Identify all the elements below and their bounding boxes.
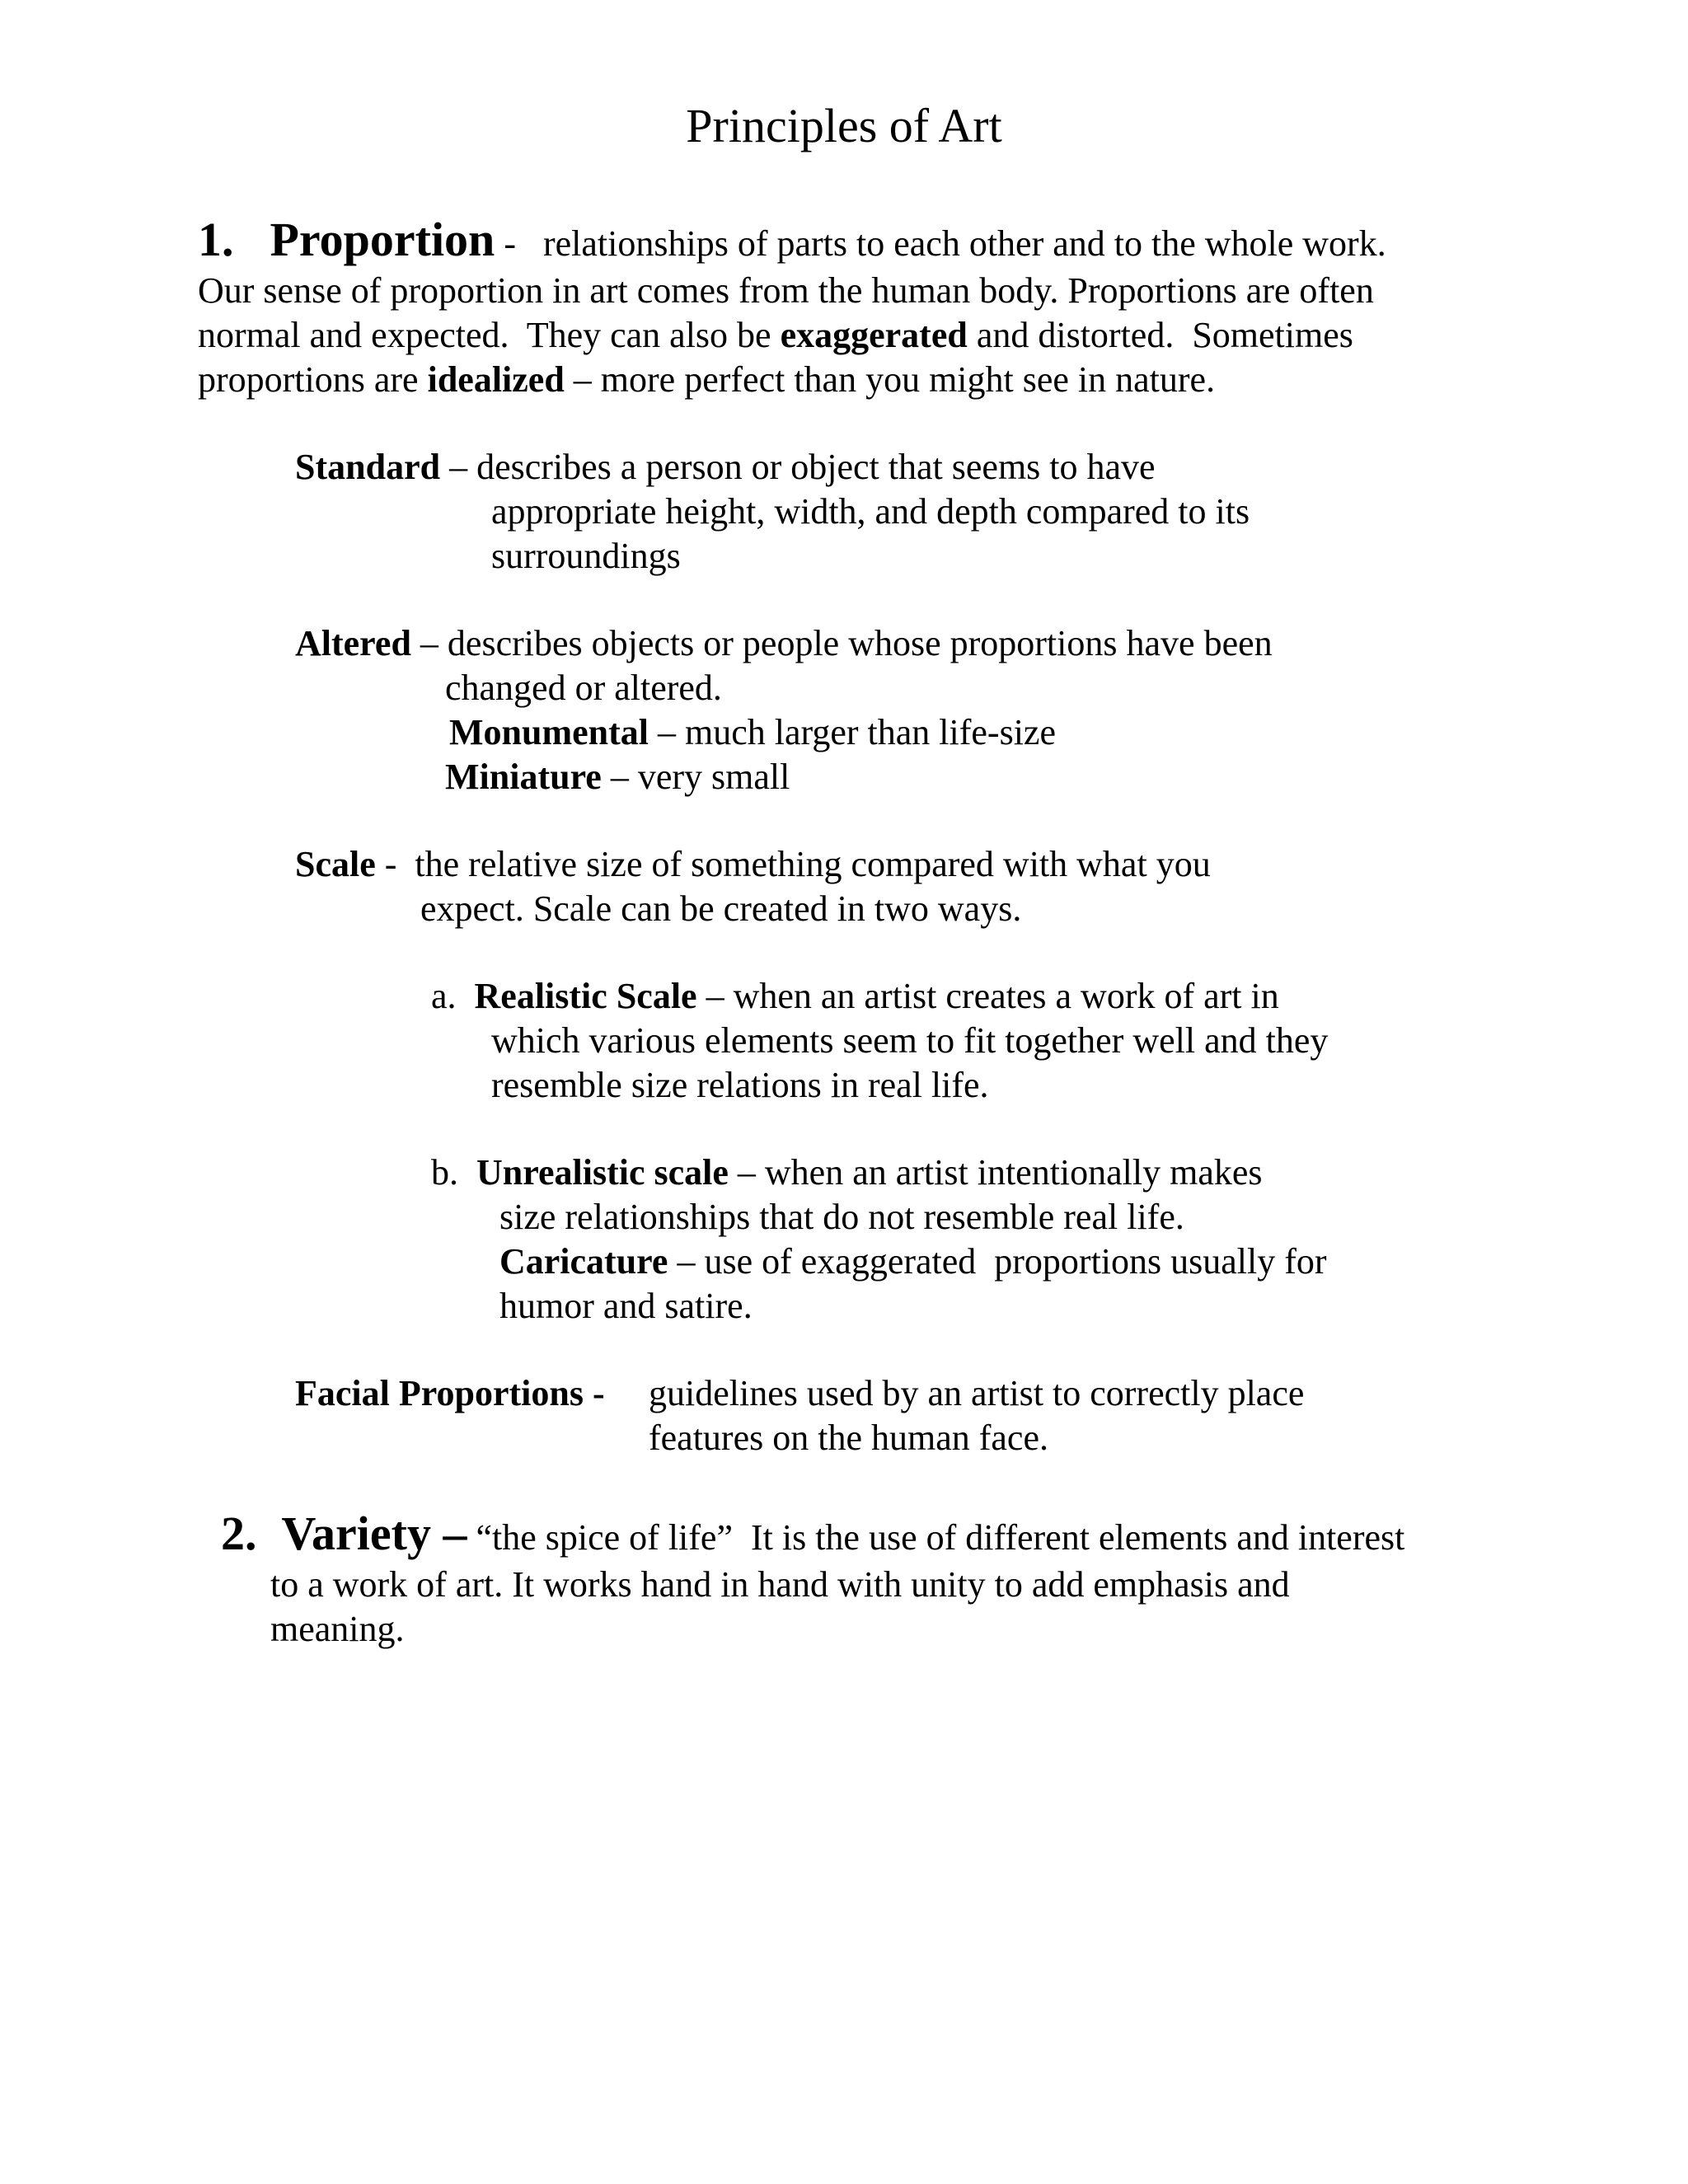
section-1-number: 1.	[198, 213, 234, 266]
section-1-line-4-a: proportions are	[198, 359, 428, 400]
item-b-marker: b.	[431, 1152, 476, 1193]
caricature-text: – use of exaggerated proportions usually for	[668, 1241, 1327, 1282]
section-1-line-4	[198, 358, 1215, 402]
idealized-term: idealized	[427, 359, 565, 400]
item-a-marker: a.	[431, 976, 475, 1016]
standard-term: Standard	[295, 447, 441, 487]
section-1-heading	[198, 211, 1386, 273]
section-1-separator: -	[495, 223, 543, 264]
section-2-line-2: to a work of art. It works hand in hand with unity to add emphasis and	[270, 1564, 1290, 1605]
realistic-scale-line-2: which various elements seem to fit together well and they	[491, 1020, 1329, 1061]
unrealistic-scale-item	[431, 1151, 1263, 1195]
monumental-term: Monumental	[449, 712, 649, 752]
realistic-scale-line-3: resemble size relations in real life.	[491, 1065, 989, 1105]
facial-proportions-line-2: features on the human face.	[649, 1418, 1048, 1458]
standard-line-3: surroundings	[491, 536, 681, 576]
scale-line-1: - the relative size of something compared with what you	[375, 844, 1211, 884]
miniature-text: – very small	[601, 757, 790, 797]
section-1-line-4-b: – more perfect than you might see in nature.	[564, 359, 1216, 400]
scale-line-2: expect. Scale can be created in two ways.	[420, 888, 1022, 929]
section-2-term: Variety –	[281, 1507, 467, 1560]
standard-line-1: – describes a person or object that seems to have	[440, 447, 1156, 487]
caricature-definition	[499, 1240, 1327, 1284]
unrealistic-scale-line-2: size relationships that do not resemble real life.	[499, 1197, 1184, 1237]
unrealistic-scale-term: Unrealistic scale	[476, 1152, 729, 1193]
facial-proportions-term	[295, 1371, 605, 1416]
monumental-text: – much larger than life-size	[649, 712, 1056, 752]
section-1-lead-text: relationships of parts to each other and to the whole work.	[542, 223, 1386, 264]
facial-proportions-line-1: guidelines used by an artist to correctly place	[649, 1373, 1305, 1413]
altered-line-2: changed or altered.	[445, 668, 722, 708]
section-1-line-3	[198, 313, 1353, 358]
section-1-line-3-b: and distorted. Sometimes	[967, 315, 1353, 355]
caricature-term: Caricature	[499, 1241, 668, 1282]
section-1-term: Proportion	[270, 213, 495, 266]
caricature-line-2: humor and satire.	[499, 1286, 753, 1326]
altered-term: Altered	[295, 623, 411, 663]
miniature-term: Miniature	[445, 757, 602, 797]
section-2-line-3: meaning.	[270, 1609, 405, 1649]
scale-term: Scale	[295, 844, 376, 884]
exaggerated-term: exaggerated	[780, 315, 968, 355]
miniature-definition	[445, 755, 790, 799]
monumental-definition	[449, 710, 1056, 755]
scale-definition	[295, 842, 1211, 887]
section-2-number: 2.	[221, 1507, 257, 1560]
unrealistic-scale-line-1: – when an artist intentionally makes	[728, 1152, 1263, 1193]
realistic-scale-item	[431, 974, 1279, 1019]
section-2-line-1: “the spice of life” It is the use of different elements and interest	[467, 1517, 1405, 1558]
realistic-scale-term: Realistic Scale	[474, 976, 697, 1016]
altered-line-1: – describes objects or people whose proportions have been	[410, 623, 1273, 663]
standard-definition	[295, 445, 1156, 490]
section-2-heading	[221, 1505, 1404, 1567]
section-1-line-3-a: normal and expected. They can also be	[198, 315, 781, 355]
facial-proportions-label: Facial Proportions -	[295, 1373, 605, 1413]
altered-definition	[295, 621, 1273, 666]
section-1-line-2: Our sense of proportion in art comes from the human body. Proportions are often	[198, 270, 1374, 311]
page-title: Principles of Art	[686, 99, 1002, 152]
standard-line-2: appropriate height, width, and depth compared to its	[491, 491, 1250, 532]
realistic-scale-line-1: – when an artist creates a work of art in	[696, 976, 1279, 1016]
